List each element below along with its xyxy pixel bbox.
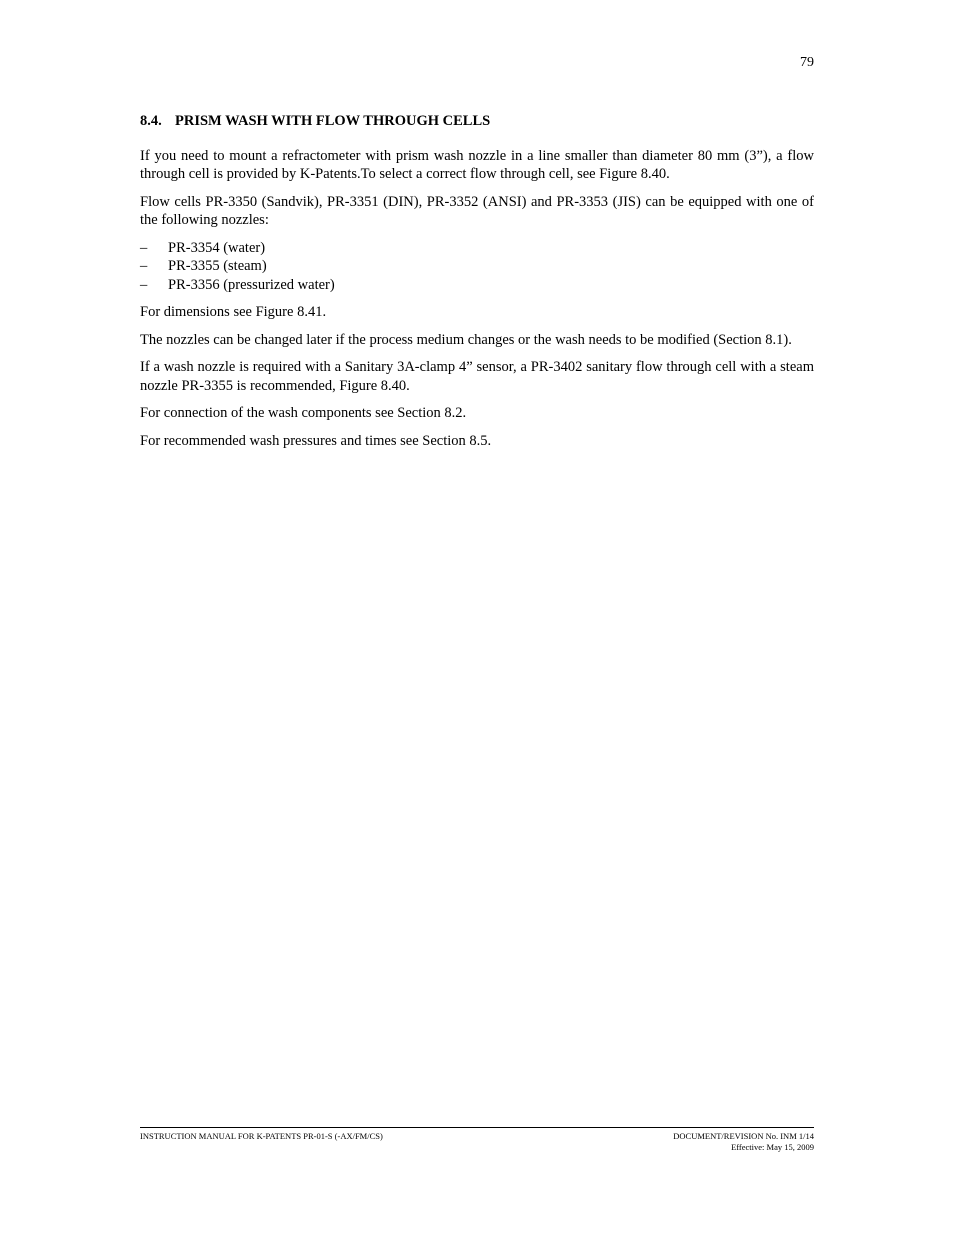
section-title: PRISM WASH WITH FLOW THROUGH CELLS — [175, 113, 491, 129]
paragraph-dimensions: For dimensions see Figure 8.41. — [140, 304, 327, 320]
dash-bullet: – — [140, 276, 148, 293]
section-heading — [140, 112, 814, 131]
nozzle-list — [140, 239, 814, 295]
list-item-text: PR-3355 (steam) — [168, 258, 267, 274]
footer-effective-date: Effective: May 15, 2009 — [731, 1142, 814, 1152]
footer-manual-title: INSTRUCTION MANUAL FOR K-PATENTS PR-01-S (-AX/FM/CS) — [140, 1131, 383, 1141]
page-footer — [140, 1127, 814, 1152]
dash-bullet: – — [140, 258, 148, 274]
footer-revision: DOCUMENT/REVISION No. INM 1/14 — [673, 1131, 814, 1141]
paragraph-nozzle-change: The nozzles can be changed later if the process medium changes or the wash needs to be modified (Section 8.1). — [140, 331, 792, 348]
list-item — [140, 276, 814, 295]
page-content — [140, 112, 814, 459]
list-item-text: PR-3356 (pressurized water) — [168, 276, 335, 293]
paragraph-sanitary: If a wash nozzle is required with a Sanitary 3A-clamp 4” sensor, a PR-3402 sanitary flow through cell with a steam nozzle PR-3355 is recommended, Figure 8.40. — [140, 359, 814, 394]
paragraph-connection: For connection of the wash components see Section 8.2. — [140, 405, 467, 421]
list-item — [140, 257, 814, 276]
section-number: 8.4. — [140, 113, 162, 129]
paragraph-flow-cells: Flow cells PR-3350 (Sandvik), PR-3351 (DIN), PR-3352 (ANSI) and PR-3353 (JIS) can be equipped with one of the following nozzles: — [140, 193, 814, 228]
footer-document-info — [673, 1131, 814, 1153]
dash-bullet: – — [140, 239, 148, 256]
paragraph-intro: If you need to mount a refractometer with prism wash nozzle in a line smaller than diameter 80 mm (3”), a flow through cell is provided by K-Patents.To select a correct flow through cell, see Figure 8.40. — [140, 147, 814, 182]
list-item — [140, 239, 814, 258]
paragraph-pressures: For recommended wash pressures and times see Section 8.5. — [140, 432, 492, 449]
list-item-text: PR-3354 (water) — [168, 239, 266, 256]
page-number: 79 — [800, 55, 814, 70]
